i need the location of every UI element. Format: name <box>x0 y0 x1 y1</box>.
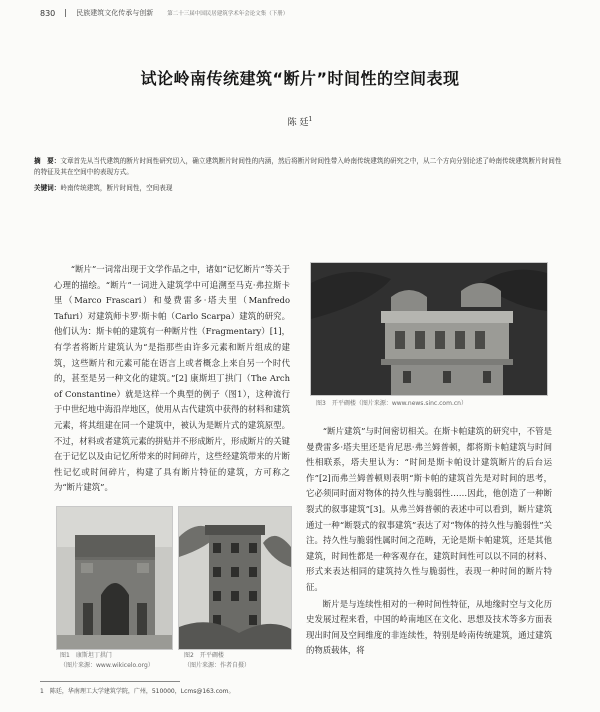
paper-title: 试论岭南传统建筑“断片”时间性的空间表现 <box>140 69 460 88</box>
figure-3-caption: 图3 开平碉楼（图片来源：www.news.sinc.com.cn） <box>316 400 467 407</box>
keywords <box>34 182 566 192</box>
author-note-marker: 1 <box>308 116 313 123</box>
author-line <box>0 115 600 128</box>
body-paragraph: “断片建筑”与时间密切相关。在斯卡帕建筑的研究中，不管是曼费雷多·塔夫里还是肯尼思·弗兰姆普顿，都将斯卡帕建筑与时间性相联系，塔夫里认为：“时间是斯卡帕设计建筑断片的后台运作”[2]而弗兰姆普顿则表明“斯卡帕的建筑首先是对时间的思考，它必须同时面对物体的持久性与脆弱性……因此，他创造了一种断裂式的叙事建筑”[3]。从弗兰姆普顿的表述中可以看到，断片建筑通过一种“断裂式的叙事建筑”表达了对“物体的持久性与脆弱性”关注。持久性与脆弱性属时间之范畴，无论是斯卡帕建筑，还是其他建筑，时间性都是一种客观存在，建筑时间性可以以不同的材料、形式来表达相同的建筑持久性与脆弱性，表现一种时间的断片特征。 <box>306 426 552 592</box>
body-left-column <box>54 262 290 496</box>
author-name: 陈 廷 <box>287 118 309 128</box>
body-paragraph: “断片”一词常出现于文学作品之中，诸如“记忆断片”等关于心理的描绘。“断片”一词进入建筑学中可追溯至马克·弗拉斯卡里（Marco Frascari）和曼费雷多·塔夫里（Manfredo Tafuri）对建筑师卡罗·斯卡帕（Carlo Scarpa）建筑的研究。他们认为：斯卡帕的建筑有一种断片性（Fragmentary）[1]，有学者将断片建筑认为“是指那些由许多元素和断片组成的建筑，这些断片和元素可能在语言上或者概念上来自另一个时代的，甚至是另一种文化的建筑。”[2] 康斯坦丁拱门（The Arch of Constantine）就是这样一个典型的例子（图1），这种流行于中世纪地中海沿岸地区，使用从古代建筑中获得的材料和建筑元素，将其组建在同一个建筑中，被认为是断片式的建筑原型。不过，材料或者建筑元素的拼贴并不形成断片，形成断片的关键在于记忆以及由记忆所带来的时间碎片，这些经建筑带来的片断性记忆或时间碎片，构建了具有断片特征的建筑，方可称之为“断片建筑”。 <box>54 264 290 493</box>
body-right-column <box>306 424 552 660</box>
header-divider <box>65 9 66 17</box>
page-header <box>40 8 560 18</box>
keywords-text: 岭南传统建筑，断片时间性，空间表现 <box>60 184 173 192</box>
journal-name: 民族建筑文化传承与创新 <box>76 9 154 17</box>
figure-2-caption <box>184 651 294 671</box>
abstract <box>34 156 566 178</box>
conference-name: 第二十三届中国民居建筑学术年会论文集（下册） <box>167 11 289 17</box>
figure-1-title: 图1 康斯坦丁拱门 <box>60 652 112 659</box>
figure-2-title: 图2 开平碉楼 <box>184 652 224 659</box>
abstract-label: 摘 要： <box>34 157 61 165</box>
figure-3-photo <box>310 262 548 396</box>
figure-2-source: （图片来源：作者自摄） <box>184 662 251 669</box>
figure-1-caption <box>60 651 180 671</box>
body-paragraph: 断片是与连续性相对的一种时间性特征，从地缘时空与文化历史发展过程来看，中国的岭南地区在文化、思想及技术等多方面表现出时间及空间维度的非连续性，特别是岭南传统建筑，通过建筑的物质载体，将 <box>306 598 552 656</box>
abstract-text: 文章首先从当代建筑的断片时间性研究切入，确立建筑断片时间性的内涵，然后将断片时间性带入岭南传统建筑的研究之中，从二个方向分别论述了岭南传统建筑断片时间性的特征及其在空间中的表现方式。 <box>34 157 562 176</box>
footnote: 1 陈廷，华南理工大学建筑学院，广州，510000，Lcms@163.com。 <box>40 688 235 695</box>
footnote-divider <box>40 681 180 682</box>
figure-2-photo <box>178 506 292 650</box>
keywords-label: 关键词： <box>34 184 61 192</box>
figure-1-photo <box>56 506 173 650</box>
figure-1-source: （图片来源：www.wikicelo.org） <box>60 662 154 669</box>
page-number: 830 <box>40 8 56 18</box>
